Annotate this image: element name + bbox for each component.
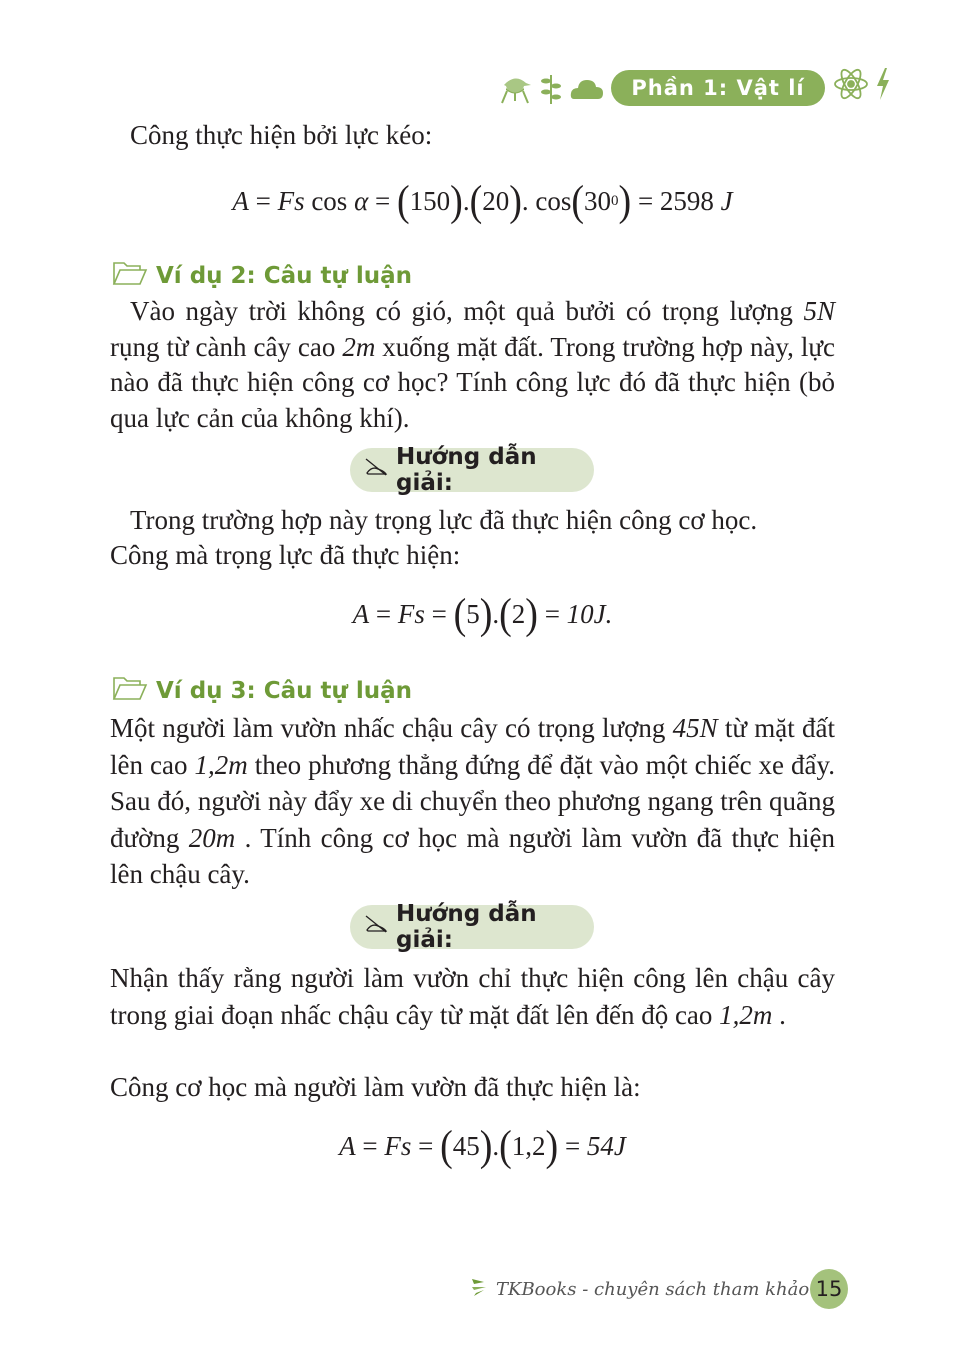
atom-icon bbox=[833, 66, 869, 107]
example-3-solution-2: Công cơ học mà người làm vườn đã thực hiện là: bbox=[110, 1072, 641, 1102]
intro-text: Công thực hiện bởi lực kéo: bbox=[130, 120, 433, 150]
footer bbox=[470, 1272, 835, 1306]
formula-var: Fs bbox=[277, 185, 305, 216]
text-run: từ mặt đất lên cao bbox=[110, 713, 835, 780]
example-2-solution-1: Trong trường hợp này trọng lực đã thực hiện công cơ học. bbox=[130, 505, 758, 535]
math-inline: 45N bbox=[672, 713, 718, 743]
text-run: theo phương thẳng đứng để đặt vào một chiếc xe đẩy. Sau đó, người này đẩy xe di chuyển theo phương ngang trên quãng đường bbox=[110, 749, 836, 853]
pencil-hand-icon bbox=[364, 914, 388, 940]
math-inline: 1,2m bbox=[194, 749, 248, 780]
page-number: 15 bbox=[815, 1277, 843, 1301]
formula-result: 2598 bbox=[659, 185, 714, 216]
text-run: rụng từ cành cây cao bbox=[110, 331, 343, 362]
formula-factor-2: 20 bbox=[482, 185, 510, 216]
example-3-problem bbox=[110, 710, 835, 893]
formula-fn-2: cos bbox=[535, 185, 572, 216]
lightning-icon bbox=[875, 67, 891, 106]
text-run: Vào ngày trời không có gió, một quả bưởi có trọng lượng bbox=[130, 296, 804, 326]
formula-lhs: A bbox=[232, 185, 249, 216]
section-label-badge bbox=[611, 70, 825, 106]
folder-icon bbox=[112, 675, 148, 707]
formula-var: Fs bbox=[397, 598, 425, 629]
math-inline: 5N bbox=[803, 296, 835, 326]
lab-flask-icon bbox=[498, 71, 532, 110]
solution-guide-badge-3 bbox=[350, 901, 594, 953]
example-3-solution-1 bbox=[110, 960, 835, 1033]
formula-lhs: A bbox=[339, 1130, 356, 1161]
formula-work-pulling-force: A = Fs cos α = ( 150 ) . ( 20 ) . cos ( 30 0 ) = 2598 J bbox=[232, 176, 733, 226]
formula-factor-2: 2 bbox=[511, 598, 526, 629]
math-inline: 20m bbox=[188, 822, 236, 853]
math-inline: 2m bbox=[342, 331, 376, 362]
guide-label: Hướng dẫn giải: bbox=[396, 444, 537, 496]
solution-guide-badge-2 bbox=[350, 444, 594, 496]
text-run: xuống mặt đất. Trong trường hợp này, lực nào đã thực hiện công cơ học? Tính công lực đó đã thực hiện (bỏ qua lực cản của không khí). bbox=[110, 331, 835, 433]
folder-icon bbox=[112, 260, 148, 292]
example-2-title bbox=[112, 260, 412, 292]
text-run: Nhận thấy rằng người làm vườn chỉ thực hiện công lên chậu cây trong giai đoạn nhấc chậu cây từ mặt đất lên đến độ cao bbox=[110, 963, 835, 1030]
formula-angle: α bbox=[354, 185, 369, 216]
formula-angle-value: 30 bbox=[584, 185, 612, 216]
text-run: . bbox=[772, 999, 786, 1030]
formula-example-2: A = Fs = ( 5 ) . ( 2 ) = 10J. bbox=[352, 589, 613, 639]
formula-degree: 0 bbox=[611, 192, 619, 209]
sprout-icon bbox=[540, 71, 562, 110]
publisher-text: TKBooks - chuyên sách tham khảo bbox=[496, 1278, 810, 1300]
example-2-title-text: Ví dụ 2: Câu tự luận bbox=[156, 263, 413, 289]
formula-result: 54J bbox=[586, 1130, 626, 1161]
header-right-icons bbox=[833, 66, 891, 106]
example-2-solution-2: Công mà trọng lực đã thực hiện: bbox=[110, 540, 461, 570]
example-2-problem bbox=[110, 294, 835, 436]
section-label: Phần 1: Vật lí bbox=[631, 76, 805, 100]
formula-lhs: A bbox=[352, 598, 370, 629]
formula-var: Fs bbox=[384, 1130, 412, 1161]
pencil-hand-icon bbox=[364, 457, 388, 483]
formula-example-3: A = Fs = ( 45 ) . ( 1,2 ) = 54J bbox=[339, 1121, 626, 1171]
cloud-icon bbox=[570, 75, 604, 106]
leaf-left-icon bbox=[470, 1276, 488, 1303]
example-3-title bbox=[112, 675, 412, 707]
formula-unit: J bbox=[720, 185, 733, 216]
formula-fn: cos bbox=[311, 185, 348, 216]
formula-factor-1: 45 bbox=[452, 1130, 480, 1161]
guide-label: Hướng dẫn giải: bbox=[396, 901, 537, 953]
example-3-title-text: Ví dụ 3: Câu tự luận bbox=[156, 678, 413, 704]
formula-factor-1: 5 bbox=[466, 598, 480, 629]
text-run: . Tính công cơ học mà người làm vườn đã thực hiện lên chậu cây. bbox=[110, 822, 835, 889]
page-number-badge bbox=[810, 1269, 848, 1309]
math-inline: 1,2m bbox=[719, 999, 773, 1030]
formula-factor-2: 1,2 bbox=[511, 1130, 546, 1161]
formula-factor-1: 150 bbox=[409, 185, 451, 216]
text-run: Một người làm vườn nhấc chậu cây có trọng lượng bbox=[110, 713, 673, 743]
header-decorative-icons bbox=[498, 72, 604, 108]
formula-result: 10J. bbox=[566, 598, 613, 629]
